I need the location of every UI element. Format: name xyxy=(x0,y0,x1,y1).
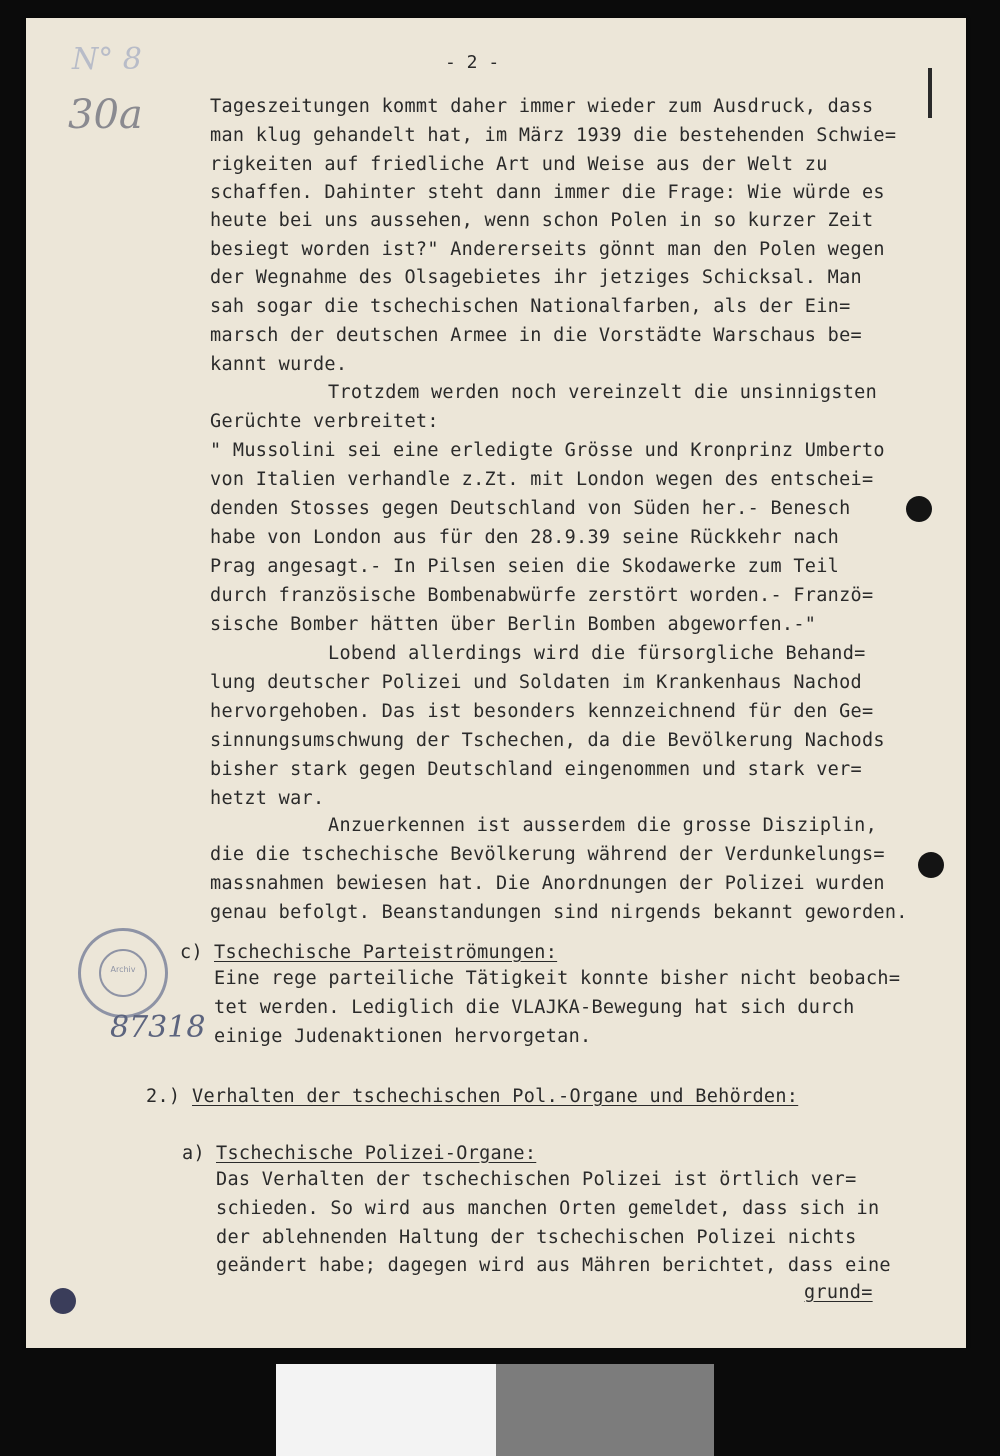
page-number: - 2 - xyxy=(445,52,500,73)
text-line: Eine rege parteiliche Tätigkeit konnte bisher nicht beobach= xyxy=(214,968,901,989)
text-line: der ablehnenden Haltung der tschechischen Polizei nichts xyxy=(216,1227,857,1248)
handwritten-reference: 30a xyxy=(68,92,143,138)
section-heading: Tschechische Parteiströmungen: xyxy=(214,942,558,963)
text-line: kannt wurde. xyxy=(210,354,348,375)
text-line: man klug gehandelt hat, im März 1939 die bestehenden Schwie= xyxy=(210,125,897,146)
text-line: Tageszeitungen kommt daher immer wieder zum Ausdruck, dass xyxy=(210,96,874,117)
text-line: sische Bomber hätten über Berlin Bomben abgeworfen.-" xyxy=(210,614,817,635)
section-marker: 2.) xyxy=(146,1086,181,1107)
text-line: tet werden. Lediglich die VLAJKA-Bewegung hat sich durch xyxy=(214,997,855,1018)
punch-hole-bottom xyxy=(918,852,944,878)
text-line: marsch der deutschen Armee in die Vorstädte Warschaus be= xyxy=(210,325,862,346)
text-line: bisher stark gegen Deutschland eingenommen und stark ver= xyxy=(210,759,862,780)
text-line: durch französische Bombenabwürfe zerstört worden.- Franzö= xyxy=(210,585,874,606)
text-line: Das Verhalten der tschechischen Polizei ist örtlich ver= xyxy=(216,1169,857,1190)
text-line: einige Judenaktionen hervorgetan. xyxy=(214,1026,592,1047)
text-line: denden Stosses gegen Deutschland von Süden her.- Benesch xyxy=(210,498,851,519)
section-marker: a) xyxy=(182,1143,205,1164)
text-line: die die tschechische Bevölkerung während der Verdunkelungs= xyxy=(210,844,885,865)
text-line: genau befolgt. Beanstandungen sind nirgends bekannt geworden. xyxy=(210,902,908,923)
archive-number: 87318 xyxy=(110,1010,206,1045)
text-line: lung deutscher Polizei und Soldaten im Krankenhaus Nachod xyxy=(210,672,862,693)
text-line: Trotzdem werden noch vereinzelt die unsinnigsten xyxy=(328,382,878,403)
text-line: schaffen. Dahinter steht dann immer die Frage: Wie würde es xyxy=(210,182,885,203)
section-heading: Verhalten der tschechischen Pol.-Organe und Behörden: xyxy=(192,1086,799,1107)
text-line: sah sogar die tschechischen Nationalfarben, als der Ein= xyxy=(210,296,851,317)
margin-mark xyxy=(928,68,932,118)
section-heading: Tschechische Polizei-Organe: xyxy=(216,1143,537,1164)
text-line: massnahmen bewiesen hat. Die Anordnungen der Polizei wurden xyxy=(210,873,885,894)
text-line: Lobend allerdings wird die fürsorgliche Behand= xyxy=(328,643,866,664)
text-line: geändert habe; dagegen wird aus Mähren berichtet, dass eine xyxy=(216,1255,891,1276)
calibration-white-patch xyxy=(276,1364,496,1456)
archive-stamp xyxy=(78,928,168,1018)
text-line: von Italien verhandle z.Zt. mit London wegen des entschei= xyxy=(210,469,874,490)
text-line: habe von London aus für den 28.9.39 seine Rückkehr nach xyxy=(210,527,840,548)
text-line: besiegt worden ist?" Andererseits gönnt man den Polen wegen xyxy=(210,239,885,260)
punch-hole-top xyxy=(906,496,932,522)
faded-pencil-mark: N° 8 xyxy=(72,42,142,77)
text-line: der Wegnahme des Olsagebietes ihr jetziges Schicksal. Man xyxy=(210,267,862,288)
stamp-text: Archiv xyxy=(110,965,136,974)
text-line: hetzt war. xyxy=(210,788,325,809)
text-line: hervorgehoben. Das ist besonders kennzeichnend für den Ge= xyxy=(210,701,874,722)
text-line: heute bei uns aussehen, wenn schon Polen in so kurzer Zeit xyxy=(210,210,874,231)
text-line: Prag angesagt.- In Pilsen seien die Skodawerke zum Teil xyxy=(210,556,840,577)
text-line: schieden. So wird aus manchen Orten gemeldet, dass sich in xyxy=(216,1198,880,1219)
text-line: rigkeiten auf friedliche Art und Weise aus der Welt zu xyxy=(210,154,828,175)
text-line: Gerüchte verbreitet: xyxy=(210,411,439,432)
ink-dot xyxy=(50,1288,76,1314)
calibration-grey-patch xyxy=(496,1364,714,1456)
continuation-word: grund= xyxy=(804,1282,873,1303)
section-marker: c) xyxy=(180,942,203,963)
text-line: sinnungsumschwung der Tschechen, da die Bevölkerung Nachods xyxy=(210,730,885,751)
text-line: Anzuerkennen ist ausserdem die grosse Disziplin, xyxy=(328,815,878,836)
text-line: " Mussolini sei eine erledigte Grösse und Kronprinz Umberto xyxy=(210,440,885,461)
